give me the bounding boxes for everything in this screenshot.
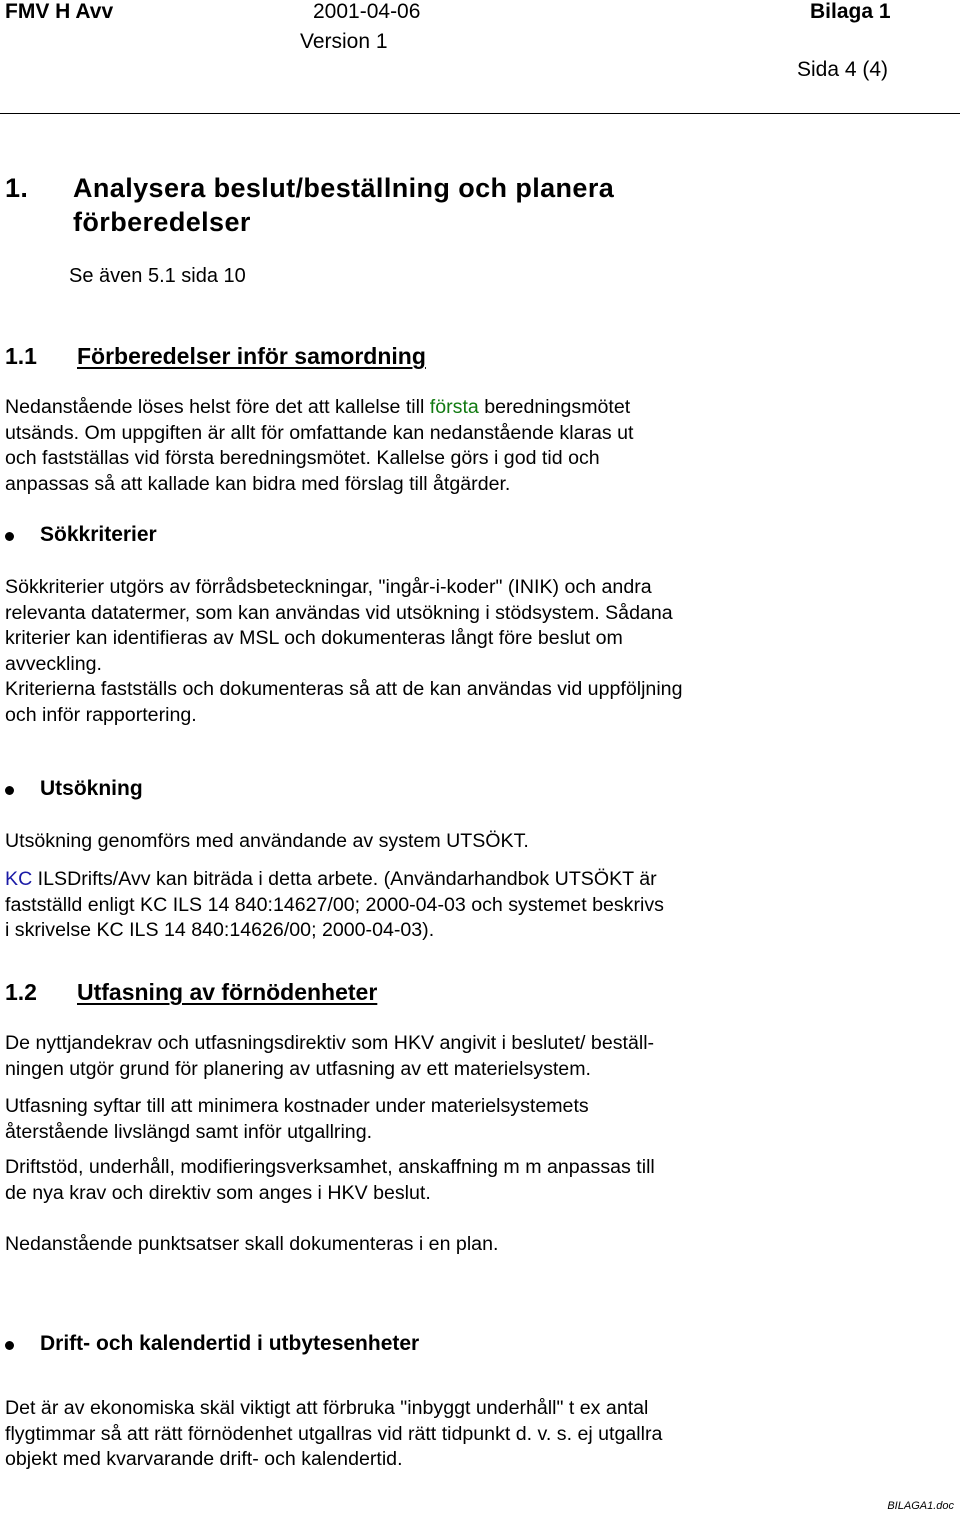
bullet-icon	[5, 532, 14, 541]
section-1-2-number: 1.2	[5, 979, 37, 1005]
drift-heading: Drift- och kalendertid i utbytesenheter	[40, 1332, 420, 1355]
utsokning-paragraph-2: KC ILSDrifts/Avv kan biträda i detta arbete. (Användarhandbok UTSÖKT är fastställd enligt KC ILS 14 840:14627/00; 2000-04-03 och systemet beskrivs i skrivelse KC ILS 14 840:14626/00; 2000-04-03).	[5, 868, 664, 941]
bullet-icon	[5, 786, 14, 795]
highlight-kc: KC	[5, 868, 33, 890]
section-1-2-paragraph-4: Nedanstående punktsatser skall dokumenteras i en plan.	[5, 1233, 499, 1255]
section-1-number: 1.	[5, 173, 29, 203]
header-version: Version 1	[300, 30, 388, 53]
footer-filename: BILAGA1.doc	[887, 1500, 954, 1512]
utsokning-heading: Utsökning	[40, 777, 143, 800]
section-1-2-paragraph-3: Driftstöd, underhåll, modifieringsverksamhet, anskaffning m m anpassas till de nya krav och direktiv som anges i HKV beslut.	[5, 1156, 655, 1204]
section-1-2-paragraph-2: Utfasning syftar till att minimera kostnader under materielsystemets återstående livslängd samt inför utgallring.	[5, 1095, 589, 1143]
header-attachment: Bilaga 1	[810, 0, 891, 23]
sokkriterier-heading: Sökkriterier	[40, 523, 157, 546]
bullet-icon	[5, 1341, 14, 1350]
utsokning-paragraph-1: Utsökning genomförs med användande av system UTSÖKT.	[5, 830, 529, 852]
sokkriterier-paragraph: Sökkriterier utgörs av förrådsbeteckningar, "ingår-i-koder" (INIK) och andra relevanta datatermer, som kan användas vid utsökning i stödsystem. Sådana kriterier kan identifieras av MSL och dokumenteras långt före beslut om avveckling. Kriterierna fastställs och dokumenteras så att de kan användas vid uppföljning och inför rapportering.	[5, 576, 683, 726]
highlight-forsta: första	[429, 396, 479, 418]
section-1-1-title: Förberedelser inför samordning	[77, 343, 426, 369]
header-date: 2001-04-06	[313, 0, 421, 23]
section-1-1-number: 1.1	[5, 343, 37, 369]
section-1-title-line1: Analysera beslut/beställning och planera	[73, 173, 615, 203]
header-page-number: Sida 4 (4)	[797, 58, 889, 81]
section-1-2-paragraph-1: De nyttjandekrav och utfasningsdirektiv som HKV angivit i beslutet/ beställ- ningen utgör grund för planering av utfasning av ett materielsystem.	[5, 1032, 655, 1080]
section-1-2-title: Utfasning av förnödenheter	[77, 979, 378, 1005]
header-rule	[0, 113, 960, 114]
header-org: FMV H Avv	[5, 0, 114, 23]
section-1-1-paragraph: Nedanstående löses helst före det att kallelse till första beredningsmötet utsänds. Om uppgiften är allt för omfattande kan nedanstående klaras ut och fastställas vid första beredningsmötet. Kallelse görs i god tid och anpassas så att kallade kan bidra med förslag till åtgärder.	[5, 396, 634, 495]
drift-paragraph: Det är av ekonomiska skäl viktigt att förbruka "inbyggt underhåll" t ex antal flygtimmar så att rätt förnödenhet utgallras vid rätt tidpunkt d. v. s. ej utgallra objekt med kvarvarande drift- och kalendertid.	[5, 1397, 663, 1470]
section-1-title-line2: förberedelser	[73, 207, 251, 237]
see-also-reference: Se även 5.1 sida 10	[69, 265, 246, 287]
